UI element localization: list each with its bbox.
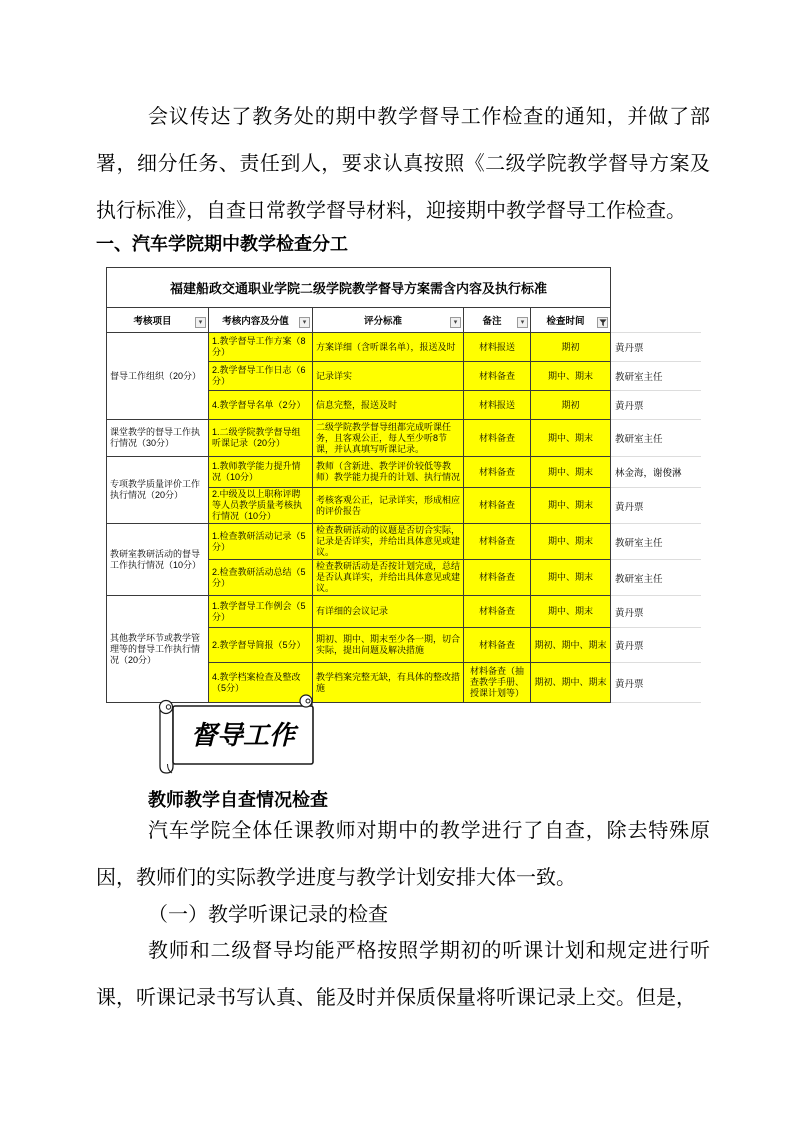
project-cell: 教研室教研活动的督导工作执行情况（10分） [107, 524, 209, 596]
standard-cell: 教学档案完整无缺，有具体的整改措施 [313, 663, 464, 703]
column-header [464, 308, 531, 333]
owner-cell: 教研室主任 [611, 560, 701, 596]
table-title-row [107, 268, 701, 308]
section1-heading: 一、汽车学院期中教学检查分工 [96, 234, 348, 254]
scroll-shape-icon [146, 694, 324, 779]
owner-cell: 教研室主任 [611, 420, 701, 457]
standard-cell: 检查教研活动的议题是否切合实际，记录是否详实，并给出具体意见或建议。 [313, 524, 464, 560]
note-cell: 材料备查 [464, 362, 531, 391]
standard-cell: 记录详实 [313, 362, 464, 391]
column-header-label: 检查时间 [546, 316, 585, 327]
filter-dropdown-icon: ▾ [450, 317, 461, 328]
column-header-label: 考核内容及分值 [222, 316, 289, 327]
item-cell: 1.检查教研活动记录（5分） [209, 524, 313, 560]
standard-cell: 教师（含新进、教学评价较低等教师）教学能力提升的计划、执行情况 [313, 457, 464, 488]
owner-cell: 林金海，谢俊淋 [611, 457, 701, 488]
column-header [531, 308, 611, 333]
name-column-header [611, 308, 701, 333]
section3-heading: （一）教学听课记录的检查 [148, 904, 388, 926]
item-cell: 1.教师教学能力提升情况（10分） [209, 457, 313, 488]
banner-label: 督导工作 [190, 720, 296, 750]
note-cell: 材料备查 [464, 628, 531, 663]
note-cell: 材料备查 [464, 420, 531, 457]
time-cell: 期中、期末 [531, 560, 611, 596]
time-cell: 期中、期末 [531, 457, 611, 488]
standard-cell: 二级学院教学督导组都完成听课任务，且客观公正，每人至少听8节课，并认真填写听课记录。 [313, 420, 464, 457]
item-cell: 1.教学督导工作方案（8分） [209, 333, 313, 362]
filter-dropdown-icon: ▾ [517, 317, 528, 328]
table-row [107, 457, 701, 488]
column-header-label: 备注 [482, 316, 502, 327]
project-cell: 专项教学质量评价工作执行情况（20分） [107, 457, 209, 524]
note-cell: 材料备查 [464, 560, 531, 596]
owner-cell: 黄丹票 [611, 596, 701, 628]
time-cell: 期中、期末 [531, 596, 611, 628]
time-cell: 期初 [531, 333, 611, 362]
column-header [209, 308, 313, 333]
column-header [107, 308, 209, 333]
self-check-paragraph: 汽车学院全体任课教师对期中的教学进行了自查，除去特殊原因，教师们的实际教学进度与教学计划安排大体一致。 [96, 820, 710, 889]
time-cell: 期中、期末 [531, 420, 611, 457]
time-cell: 期初、期中、期末 [531, 628, 611, 663]
owner-cell: 黄丹票 [611, 488, 701, 524]
standard-cell: 检查教研活动是否按计划完成，总结是否认真详实，并给出具体意见或建议。 [313, 560, 464, 596]
standard-cell: 期初、期中、期末至少各一期，切合实际，提出问题及解决措施 [313, 628, 464, 663]
note-cell: 材料备查 [464, 596, 531, 628]
supervision-table [106, 267, 701, 703]
item-cell: 4.教学档案检查及整改（5分） [209, 663, 313, 703]
item-cell: 2.教学督导简报（5分） [209, 628, 313, 663]
name-column-spacer [611, 268, 701, 308]
owner-cell: 教研室主任 [611, 362, 701, 391]
project-cell: 督导工作组织（20分） [107, 333, 209, 420]
owner-cell: 教研室主任 [611, 524, 701, 560]
time-cell: 期中、期末 [531, 524, 611, 560]
column-header [313, 308, 464, 333]
table-row [107, 596, 701, 628]
table-title: 福建船政交通职业学院二级学院教学督导方案需含内容及执行标准 [107, 268, 611, 308]
item-cell: 1.教学督导工作例会（5分） [209, 596, 313, 628]
item-cell: 2.中级及以上职称评聘等人员教学质量考核执行情况（10分） [209, 488, 313, 524]
filter-funnel-icon [597, 317, 608, 328]
standard-cell: 考核客观公正，记录详实，形成相应的评价报告 [313, 488, 464, 524]
item-cell: 1.二级学院教学督导组听课记录（20分） [209, 420, 313, 457]
note-cell: 材料备查 [464, 457, 531, 488]
scroll-banner [146, 694, 324, 779]
standard-cell: 有详细的会议记录 [313, 596, 464, 628]
standard-cell: 方案详细（含听课名单），报送及时 [313, 333, 464, 362]
note-cell: 材料备查（抽查教学手册、授课计划等） [464, 663, 531, 703]
section2-heading: 教师教学自查情况检查 [148, 790, 328, 810]
owner-cell: 黄丹票 [611, 391, 701, 420]
table-row [107, 524, 701, 560]
note-cell: 材料报送 [464, 333, 531, 362]
note-cell: 材料报送 [464, 391, 531, 420]
time-cell: 期初、期中、期末 [531, 663, 611, 703]
standard-cell: 信息完整，报送及时 [313, 391, 464, 420]
owner-cell: 黄丹票 [611, 628, 701, 663]
supervision-table-grid [106, 267, 701, 703]
time-cell: 期初 [531, 391, 611, 420]
column-header-label: 评分标准 [363, 316, 402, 327]
table-row [107, 420, 701, 457]
column-header-label: 考核项目 [133, 316, 172, 327]
item-cell: 2.教学督导工作日志（6分） [209, 362, 313, 391]
project-cell: 课堂教学的督导工作执行情况（30分） [107, 420, 209, 457]
filter-dropdown-icon: ▾ [299, 317, 310, 328]
listening-record-paragraph: 教师和二级督导均能严格按照学期初的听课计划和规定进行听课，听课记录书写认真、能及时并保质保量将听课记录上交。但是， [96, 940, 710, 1009]
project-cell: 其他教学环节或教学管理等的督导工作执行情况（20分） [107, 596, 209, 703]
table-row [107, 333, 701, 362]
owner-cell: 黄丹票 [611, 333, 701, 362]
intro-paragraph: 会议传达了教务处的期中教学督导工作检查的通知，并做了部署，细分任务、责任到人，要求认真按照《二级学院教学督导方案及执行标准》，自查日常教学督导材料，迎接期中教学督导工作检查。 [96, 106, 710, 222]
owner-cell: 黄丹票 [611, 663, 701, 703]
filter-dropdown-icon: ▾ [195, 317, 206, 328]
time-cell: 期中、期末 [531, 488, 611, 524]
note-cell: 材料备查 [464, 524, 531, 560]
item-cell: 4.教学督导名单（2分） [209, 391, 313, 420]
note-cell: 材料备查 [464, 488, 531, 524]
table-header-row [107, 308, 701, 333]
item-cell: 2.检查教研活动总结（5分） [209, 560, 313, 596]
time-cell: 期中、期末 [531, 362, 611, 391]
